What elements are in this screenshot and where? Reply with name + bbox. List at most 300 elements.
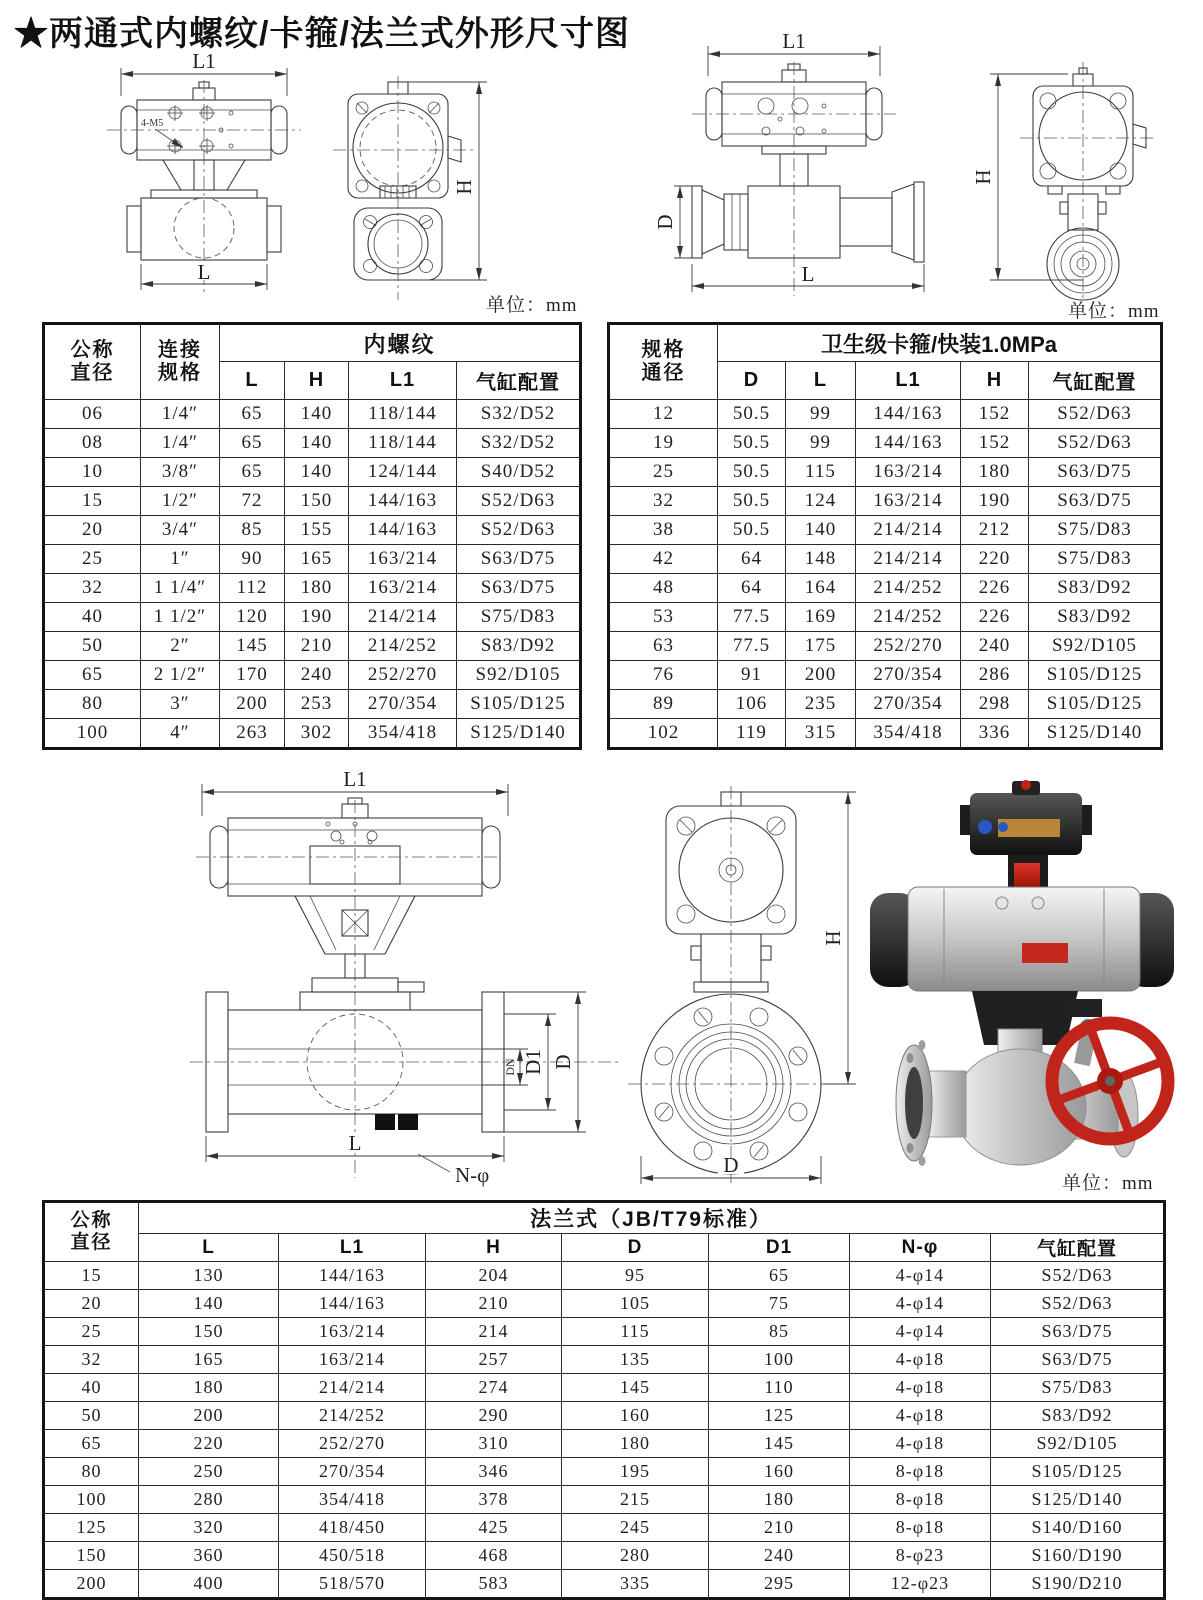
table-cell: 20 [44, 1290, 139, 1318]
table-cell: S63/D75 [457, 574, 581, 603]
table-cell: 240 [709, 1542, 850, 1570]
table-cell: 150 [44, 1542, 139, 1570]
table-cell: 50 [44, 1402, 139, 1430]
table-cell: 4″ [141, 719, 220, 749]
table-cell: S52/D63 [1029, 400, 1162, 429]
table-cell: 169 [786, 603, 856, 632]
table-cell: 10 [44, 458, 141, 487]
col-header-H: H [285, 362, 349, 400]
flange-valve-diagram [150, 758, 880, 1190]
dim-label-l: L [348, 1131, 362, 1155]
col-header-L: L [786, 362, 856, 400]
table-cell: 155 [285, 516, 349, 545]
table-cell: S125/D140 [1029, 719, 1162, 749]
table-cell: 50.5 [718, 516, 786, 545]
table-cell: 144/163 [856, 400, 961, 429]
table-cell: 80 [44, 690, 141, 719]
flange-table-body [44, 1262, 1165, 1599]
table-cell: 1 1/4″ [141, 574, 220, 603]
table-cell: 336 [961, 719, 1029, 749]
table-cell: 12 [609, 400, 718, 429]
table-cell: 418/450 [279, 1514, 426, 1542]
table-cell: 124 [786, 487, 856, 516]
table-cell: 77.5 [718, 632, 786, 661]
col-header-D1: D1 [709, 1234, 850, 1262]
table-cell: 50.5 [718, 487, 786, 516]
table-cell: 65 [220, 458, 285, 487]
table-cell: 214/214 [279, 1374, 426, 1402]
table-cell: 102 [609, 719, 718, 749]
table-cell: 163/214 [349, 574, 457, 603]
table-cell: 298 [961, 690, 1029, 719]
dim-label-l1: L1 [343, 767, 367, 791]
table-cell: 150 [139, 1318, 279, 1346]
table-row [44, 719, 581, 749]
table-cell: 302 [285, 719, 349, 749]
table-cell: 89 [609, 690, 718, 719]
table-cell: 240 [285, 661, 349, 690]
table-cell: 214/252 [279, 1402, 426, 1430]
table-cell: S160/D190 [991, 1542, 1165, 1570]
table-cell: 1 1/2″ [141, 603, 220, 632]
clamp-valve-diagram [628, 34, 1188, 306]
table-cell: 190 [961, 487, 1029, 516]
table-cell: 200 [139, 1402, 279, 1430]
table-cell: S140/D160 [991, 1514, 1165, 1542]
table-cell: 425 [426, 1514, 562, 1542]
table-cell: 4-φ14 [850, 1290, 991, 1318]
table-cell: 245 [562, 1514, 709, 1542]
table-cell: S190/D210 [991, 1570, 1165, 1599]
table-cell: 144/163 [279, 1290, 426, 1318]
table-cell: 354/418 [279, 1486, 426, 1514]
table-cell: 320 [139, 1514, 279, 1542]
dim-label-dn: DN [503, 1058, 517, 1076]
dim-label-l1: L1 [192, 50, 216, 73]
table-cell: S63/D75 [991, 1346, 1165, 1374]
table-cell: 106 [718, 690, 786, 719]
table-cell: 180 [961, 458, 1029, 487]
dim-label-d1: D1 [521, 1049, 545, 1075]
table-cell: 263 [220, 719, 285, 749]
table-cell: S83/D92 [1029, 603, 1162, 632]
table-cell: S105/D125 [457, 690, 581, 719]
table-cell: 270/354 [856, 661, 961, 690]
table-cell: 4-φ18 [850, 1402, 991, 1430]
table-cell: 280 [562, 1542, 709, 1570]
table-cell: 468 [426, 1542, 562, 1570]
table-cell: 40 [44, 1374, 139, 1402]
table-cell: 286 [961, 661, 1029, 690]
table-cell: 50.5 [718, 429, 786, 458]
table-cell: 95 [562, 1262, 709, 1290]
table-cell: 165 [139, 1346, 279, 1374]
table-cell: S52/D63 [991, 1290, 1165, 1318]
table-cell: 210 [426, 1290, 562, 1318]
table-cell: 220 [139, 1430, 279, 1458]
table-cell: 252/270 [349, 661, 457, 690]
table-cell: 518/570 [279, 1570, 426, 1599]
table-cell: 335 [562, 1570, 709, 1599]
col-header-connection-spec: 连接 规格 [141, 324, 220, 400]
col-header-D: D [562, 1234, 709, 1262]
table-row [44, 690, 581, 719]
table-cell: 125 [709, 1402, 850, 1430]
table-cell: 100 [44, 1486, 139, 1514]
table-cell: 175 [786, 632, 856, 661]
table-cell: 295 [709, 1570, 850, 1599]
group-header-flange-type: 法兰式（JB/T79标准） [139, 1202, 1165, 1234]
table-row [44, 603, 581, 632]
table-row [609, 603, 1162, 632]
table-cell: 119 [718, 719, 786, 749]
table-row [44, 545, 581, 574]
table-cell: 214/214 [856, 516, 961, 545]
table-cell: 252/270 [856, 632, 961, 661]
table-cell: 315 [786, 719, 856, 749]
table-cell: 195 [562, 1458, 709, 1486]
flange-table [42, 1200, 1166, 1600]
table-cell: 378 [426, 1486, 562, 1514]
table-cell: 200 [220, 690, 285, 719]
table-cell: 212 [961, 516, 1029, 545]
table-row [609, 574, 1162, 603]
table-cell: 214/252 [349, 632, 457, 661]
table-cell: 8-φ18 [850, 1514, 991, 1542]
table-cell: 4-φ18 [850, 1346, 991, 1374]
table-cell: 40 [44, 603, 141, 632]
col-header-cylinder: 气缸配置 [457, 362, 581, 400]
table-cell: 290 [426, 1402, 562, 1430]
table-cell: 280 [139, 1486, 279, 1514]
table-cell: 274 [426, 1374, 562, 1402]
table-cell: 200 [786, 661, 856, 690]
table-cell: 48 [609, 574, 718, 603]
table-cell: 125 [44, 1514, 139, 1542]
dim-label-d: D [653, 214, 677, 230]
table-cell: 100 [709, 1346, 850, 1374]
table-row [44, 1458, 1165, 1486]
table-cell: 25 [44, 1318, 139, 1346]
table-cell: 80 [44, 1458, 139, 1486]
table-cell: S32/D52 [457, 400, 581, 429]
table-cell: 214 [426, 1318, 562, 1346]
table-cell: 25 [609, 458, 718, 487]
table-cell: 118/144 [349, 429, 457, 458]
table-row [44, 1290, 1165, 1318]
table-cell: S52/D63 [991, 1262, 1165, 1290]
col-header-nominal-diameter: 公称 直径 [44, 324, 141, 400]
col-header-spec-bore: 规格 通径 [609, 324, 718, 400]
table-cell: 180 [709, 1486, 850, 1514]
table-cell: 25 [44, 545, 141, 574]
table-row [44, 632, 581, 661]
table-cell: 110 [709, 1374, 850, 1402]
table-cell: 180 [285, 574, 349, 603]
table-row [609, 429, 1162, 458]
table-cell: S63/D75 [1029, 487, 1162, 516]
table-cell: S92/D105 [1029, 632, 1162, 661]
thread-table-body [44, 400, 581, 749]
table-cell: S125/D140 [991, 1486, 1165, 1514]
table-cell: 65 [709, 1262, 850, 1290]
table-cell: 118/144 [349, 400, 457, 429]
table-cell: 140 [285, 429, 349, 458]
table-cell: 164 [786, 574, 856, 603]
table-row [44, 1486, 1165, 1514]
col-header-H: H [961, 362, 1029, 400]
table-cell: 214/252 [856, 574, 961, 603]
table-cell: S125/D140 [457, 719, 581, 749]
table-cell: S83/D92 [457, 632, 581, 661]
table-cell: 354/418 [349, 719, 457, 749]
table-cell: 85 [709, 1318, 850, 1346]
table-cell: 20 [44, 516, 141, 545]
table-cell: 38 [609, 516, 718, 545]
valve-product-photo [852, 775, 1192, 1175]
table-cell: S92/D105 [457, 661, 581, 690]
table-cell: 32 [44, 574, 141, 603]
table-cell: 115 [562, 1318, 709, 1346]
table-cell: 53 [609, 603, 718, 632]
table-cell: 65 [44, 661, 141, 690]
table-cell: 65 [220, 400, 285, 429]
table-cell: 310 [426, 1430, 562, 1458]
table-cell: 145 [220, 632, 285, 661]
table-cell: 150 [285, 487, 349, 516]
table-cell: 252/270 [279, 1430, 426, 1458]
table-cell: 42 [609, 545, 718, 574]
table-cell: 240 [961, 632, 1029, 661]
table-cell: 270/354 [856, 690, 961, 719]
table-cell: S105/D125 [1029, 690, 1162, 719]
table-cell: S75/D83 [1029, 516, 1162, 545]
table-cell: 50.5 [718, 458, 786, 487]
table-cell: 163/214 [349, 545, 457, 574]
table-cell: 105 [562, 1290, 709, 1318]
dim-label-l: L [801, 262, 815, 286]
table-cell: 163/214 [279, 1346, 426, 1374]
table-row [44, 661, 581, 690]
table-cell: 4-φ14 [850, 1318, 991, 1346]
unit-label-flange: 单位：mm [1062, 1173, 1154, 1194]
table-row [609, 545, 1162, 574]
table-cell: 112 [220, 574, 285, 603]
table-cell: 214/214 [856, 545, 961, 574]
table-row [44, 1402, 1165, 1430]
page-title: ★两通式内螺纹/卡箍/法兰式外形尺寸图 [14, 15, 630, 53]
col-header-L: L [139, 1234, 279, 1262]
table-cell: 253 [285, 690, 349, 719]
table-cell: 226 [961, 574, 1029, 603]
table-cell: 144/163 [279, 1262, 426, 1290]
table-cell: 152 [961, 429, 1029, 458]
col-header-L1: L1 [279, 1234, 426, 1262]
table-cell: 2 1/2″ [141, 661, 220, 690]
table-cell: 160 [709, 1458, 850, 1486]
table-cell: 50.5 [718, 400, 786, 429]
unit-label-thread: 单位：mm [486, 295, 578, 316]
table-cell: 99 [786, 400, 856, 429]
col-header-L1: L1 [349, 362, 457, 400]
dim-label-d-front: D [723, 1153, 739, 1177]
table-cell: S52/D63 [457, 487, 581, 516]
table-cell: 163/214 [856, 487, 961, 516]
table-cell: S105/D125 [991, 1458, 1165, 1486]
table-row [44, 516, 581, 545]
table-cell: 8-φ18 [850, 1486, 991, 1514]
table-cell: 3/8″ [141, 458, 220, 487]
table-row [609, 400, 1162, 429]
table-cell: 148 [786, 545, 856, 574]
table-cell: 165 [285, 545, 349, 574]
table-cell: 214/214 [349, 603, 457, 632]
table-cell: 220 [961, 545, 1029, 574]
table-cell: 4-φ18 [850, 1430, 991, 1458]
table-cell: 214/252 [856, 603, 961, 632]
table-row [44, 487, 581, 516]
col-header-nominal-diameter: 公称 直径 [44, 1202, 139, 1262]
table-cell: 145 [562, 1374, 709, 1402]
table-cell: 4-φ14 [850, 1262, 991, 1290]
table-row [44, 1430, 1165, 1458]
table-row [44, 458, 581, 487]
table-row [609, 719, 1162, 749]
table-row [44, 1542, 1165, 1570]
col-header-D: D [718, 362, 786, 400]
dim-label-h: H [821, 930, 845, 946]
table-cell: 210 [285, 632, 349, 661]
table-cell: 72 [220, 487, 285, 516]
table-cell: 250 [139, 1458, 279, 1486]
table-cell: S63/D75 [991, 1318, 1165, 1346]
table-cell: 140 [285, 400, 349, 429]
table-cell: 08 [44, 429, 141, 458]
table-row [609, 458, 1162, 487]
table-row [44, 1346, 1165, 1374]
table-cell: 140 [786, 516, 856, 545]
dim-label-l1: L1 [782, 34, 806, 53]
table-cell: S105/D125 [1029, 661, 1162, 690]
table-cell: 180 [139, 1374, 279, 1402]
table-cell: 75 [709, 1290, 850, 1318]
table-cell: S83/D92 [1029, 574, 1162, 603]
table-cell: 4-φ18 [850, 1374, 991, 1402]
col-header-L1: L1 [856, 362, 961, 400]
dim-label-n-phi: N-φ [455, 1163, 490, 1187]
table-row [44, 574, 581, 603]
table-cell: 346 [426, 1458, 562, 1486]
table-cell: 200 [44, 1570, 139, 1599]
table-cell: 1/4″ [141, 429, 220, 458]
table-cell: 91 [718, 661, 786, 690]
table-cell: 32 [609, 487, 718, 516]
table-cell: S63/D75 [1029, 458, 1162, 487]
col-header-n-phi: N-φ [850, 1234, 991, 1262]
thread-valve-diagram [55, 50, 620, 302]
table-cell: S75/D83 [457, 603, 581, 632]
table-row [44, 1262, 1165, 1290]
table-cell: 135 [562, 1346, 709, 1374]
table-cell: 145 [709, 1430, 850, 1458]
table-row [44, 429, 581, 458]
table-cell: 257 [426, 1346, 562, 1374]
dim-label-h: H [971, 169, 995, 185]
unit-label-clamp: 单位：mm [1068, 301, 1160, 322]
table-cell: 235 [786, 690, 856, 719]
group-header-internal-thread: 内螺纹 [220, 324, 581, 362]
table-row [609, 661, 1162, 690]
table-cell: 99 [786, 429, 856, 458]
table-cell: 1/4″ [141, 400, 220, 429]
table-cell: 160 [562, 1402, 709, 1430]
clamp-table [607, 322, 1163, 750]
col-header-L: L [220, 362, 285, 400]
table-cell: 163/214 [856, 458, 961, 487]
table-cell: 152 [961, 400, 1029, 429]
table-cell: 204 [426, 1262, 562, 1290]
table-row [44, 1318, 1165, 1346]
table-cell: 226 [961, 603, 1029, 632]
table-cell: S92/D105 [991, 1430, 1165, 1458]
table-row [44, 1514, 1165, 1542]
table-cell: 50 [44, 632, 141, 661]
table-cell: 19 [609, 429, 718, 458]
table-cell: 65 [220, 429, 285, 458]
table-cell: 06 [44, 400, 141, 429]
table-cell: 130 [139, 1262, 279, 1290]
table-row [609, 690, 1162, 719]
table-cell: 90 [220, 545, 285, 574]
table-cell: 583 [426, 1570, 562, 1599]
table-cell: 170 [220, 661, 285, 690]
table-cell: 190 [285, 603, 349, 632]
table-cell: S75/D83 [1029, 545, 1162, 574]
table-cell: 124/144 [349, 458, 457, 487]
table-cell: 144/163 [349, 487, 457, 516]
bolt-note: 4-M5 [141, 118, 164, 129]
col-header-cylinder: 气缸配置 [991, 1234, 1165, 1262]
table-cell: 3″ [141, 690, 220, 719]
table-cell: 85 [220, 516, 285, 545]
table-cell: 64 [718, 545, 786, 574]
table-cell: S83/D92 [991, 1402, 1165, 1430]
table-cell: 8-φ18 [850, 1458, 991, 1486]
table-cell: 400 [139, 1570, 279, 1599]
table-cell: 115 [786, 458, 856, 487]
table-cell: S75/D83 [991, 1374, 1165, 1402]
table-cell: S32/D52 [457, 429, 581, 458]
table-row [44, 1374, 1165, 1402]
table-cell: 1″ [141, 545, 220, 574]
table-cell: 32 [44, 1346, 139, 1374]
table-cell: 140 [139, 1290, 279, 1318]
table-cell: 120 [220, 603, 285, 632]
table-cell: 3/4″ [141, 516, 220, 545]
table-cell: S52/D63 [1029, 429, 1162, 458]
table-cell: 76 [609, 661, 718, 690]
dim-label-d-side: D [551, 1054, 575, 1070]
table-row [44, 400, 581, 429]
table-cell: 64 [718, 574, 786, 603]
col-header-H: H [426, 1234, 562, 1262]
table-cell: 1/2″ [141, 487, 220, 516]
table-cell: 12-φ23 [850, 1570, 991, 1599]
table-cell: S63/D75 [457, 545, 581, 574]
table-cell: 215 [562, 1486, 709, 1514]
table-cell: S52/D63 [457, 516, 581, 545]
table-cell: 450/518 [279, 1542, 426, 1570]
